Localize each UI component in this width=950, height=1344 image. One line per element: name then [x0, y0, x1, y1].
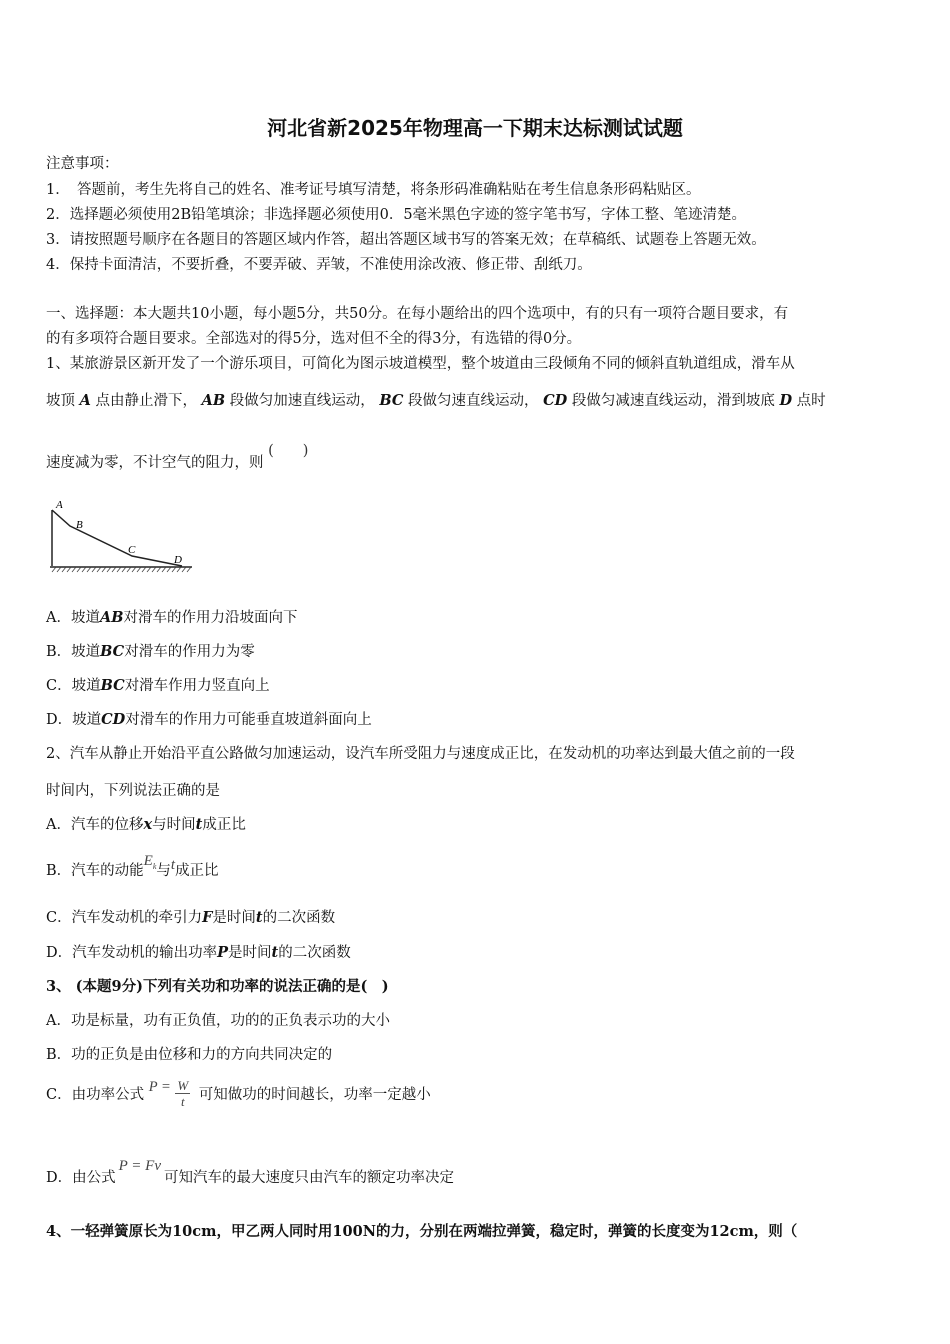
option-text: A．坡道 — [46, 610, 100, 626]
option-var: CD — [101, 711, 126, 728]
option-text: 对滑车的作用力沿坡面向下 — [123, 610, 298, 626]
option-text: 对滑车的作用力为零 — [124, 644, 255, 660]
label-b: B — [76, 519, 83, 531]
q1-text: 点由静止滑下， — [95, 393, 197, 409]
q1-option-b — [46, 640, 255, 661]
q2-option-a — [46, 813, 246, 834]
q1-answer-paren: ( ) — [268, 443, 309, 459]
notice-item-4: 4．保持卡面清洁，不要折叠，不要弄破、弄皱，不准使用涂改液、修正带、刮纸刀。 — [46, 257, 592, 273]
q1-option-c — [46, 674, 270, 695]
option-text: 可知汽车的最大速度只由汽车的额定功率决定 — [163, 1170, 454, 1186]
notice-item-3: 3．请按照题号顺序在各题目的答题区域内作答，超出答题区域书写的答案无效；在草稿纸、试题卷上答题无效。 — [46, 232, 766, 248]
q1-text: 段做匀速直线运动， — [408, 393, 539, 409]
option-text: 成正比 — [175, 863, 219, 879]
symbol-ek — [144, 853, 157, 869]
option-var: F — [202, 909, 213, 926]
notice-item-2: 2．选择题必须使用2B铅笔填涂；非选择题必须使用0．5毫米黑色字迹的签字笔书写，字体工整、笔迹清楚。 — [46, 207, 747, 223]
label-a: A — [56, 499, 63, 511]
q1-text: 点时 — [796, 393, 826, 409]
q3-stem: 3、 (本题9分)下列有关功和功率的说法正确的是( ) — [46, 978, 389, 995]
option-text: 是时间 — [228, 945, 272, 961]
fraction-denominator: t — [180, 1094, 185, 1109]
option-text: 对滑车作用力竖直向上 — [124, 678, 270, 694]
option-var: BC — [100, 643, 125, 660]
option-var: t — [271, 944, 279, 961]
symbol-k: k — [152, 862, 157, 871]
slope-track — [52, 510, 182, 566]
q1-option-d — [46, 708, 372, 729]
q1-var-bc: BC — [379, 392, 404, 409]
q1-text: 段做匀减速直线运动，滑到坡底 — [571, 393, 775, 409]
q1-var-ab: AB — [201, 392, 226, 409]
option-var: t — [255, 909, 263, 926]
option-text: 成正比 — [202, 817, 246, 833]
option-var: t — [195, 816, 203, 833]
option-text: 与 — [156, 863, 171, 879]
q1-var-d: D — [779, 392, 793, 409]
option-text: 与时间 — [152, 817, 196, 833]
formula-fraction — [175, 1078, 190, 1109]
option-text: 可知做功的时间越长，功率一定越小 — [198, 1087, 431, 1103]
q3-option-a: A．功是标量，功有正负值，功的的正负表示功的大小 — [46, 1013, 390, 1029]
q2-option-b — [46, 853, 219, 881]
q2-option-d — [46, 941, 351, 962]
q1-option-a — [46, 606, 298, 627]
option-text: B．汽车的动能 — [46, 863, 144, 879]
option-var: AB — [99, 609, 124, 626]
option-text: 是时间 — [212, 910, 256, 926]
section-intro-line-2: 的有多项符合题目要求。全部选对的得5分，选对但不全的得3分，有选错的得0分。 — [46, 331, 582, 347]
option-text: 的二次函数 — [262, 910, 336, 926]
formula-lhs: P = — [148, 1079, 171, 1095]
q1-text: 段做匀加速直线运动， — [229, 393, 375, 409]
formula-p-fv: P = Fv — [118, 1158, 161, 1174]
fraction-numerator: W — [177, 1078, 189, 1093]
option-text: B．坡道 — [46, 644, 101, 660]
q3-option-b: B．功的正负是由位移和力的方向共同决定的 — [46, 1047, 333, 1063]
page-title: 河北省新2025年物理高一下期末达标测试试题 — [267, 116, 683, 140]
slope-diagram — [46, 496, 198, 578]
q3-option-d — [46, 1158, 454, 1187]
q4-stem: 4、一轻弹簧原长为10cm，甲乙两人同时用100N的力，分别在两端拉弹簧，稳定时，弹簧的长度变为12cm，则（ — [46, 1223, 798, 1240]
q1-text: 速度减为零，不计空气的阻力，则 — [46, 455, 264, 471]
notice-item-1: 1． 答题前，考生先将自己的姓名、准考证号填写清楚，将条形码准确粘贴在考生信息条形码粘贴区。 — [46, 182, 701, 198]
q2-option-c — [46, 906, 335, 927]
option-text: C．汽车发动机的牵引力 — [46, 910, 203, 926]
symbol-t: t — [170, 857, 176, 873]
notice-heading: 注意事项： — [46, 156, 119, 172]
q3-option-c — [46, 1078, 431, 1109]
q1-stem-line-3 — [46, 443, 309, 472]
q1-var-a: A — [79, 392, 91, 409]
option-text: 对滑车的作用力可能垂直坡道斜面向上 — [125, 712, 372, 728]
option-text: A．汽车的位移 — [46, 817, 144, 833]
label-c: C — [128, 544, 136, 556]
option-text: 的二次函数 — [278, 945, 351, 961]
option-text: C．坡道 — [46, 678, 101, 694]
option-var: x — [143, 816, 153, 833]
q1-stem-line-2 — [46, 389, 826, 410]
option-var: P — [217, 944, 229, 961]
option-text: D．汽车发动机的输出功率 — [46, 945, 218, 961]
option-text: D．坡道 — [46, 712, 102, 728]
q2-stem-line-1: 2、汽车从静止开始沿平直公路做匀加速运动，设汽车所受阻力与速度成正比，在发动机的功率达到最大值之前的一段 — [46, 746, 795, 762]
q2-stem-line-2: 时间内，下列说法正确的是 — [46, 783, 220, 799]
option-var: BC — [100, 677, 125, 694]
section-intro-line-1: 一、选择题：本大题共10小题，每小题5分，共50分。在每小题给出的四个选项中，有的只有一项符合题目要求，有 — [46, 306, 789, 322]
label-d: D — [174, 554, 182, 566]
q1-var-cd: CD — [543, 392, 568, 409]
q1-stem-line-1: 1、某旅游景区新开发了一个游乐项目，可简化为图示坡道模型，整个坡道由三段倾角不同的倾斜直轨道组成，滑车从 — [46, 356, 795, 372]
option-text: C．由功率公式 — [46, 1087, 145, 1103]
symbol-e: E — [143, 853, 153, 869]
q1-text: 坡顶 — [46, 393, 75, 409]
option-text: D．由公式 — [46, 1170, 116, 1186]
